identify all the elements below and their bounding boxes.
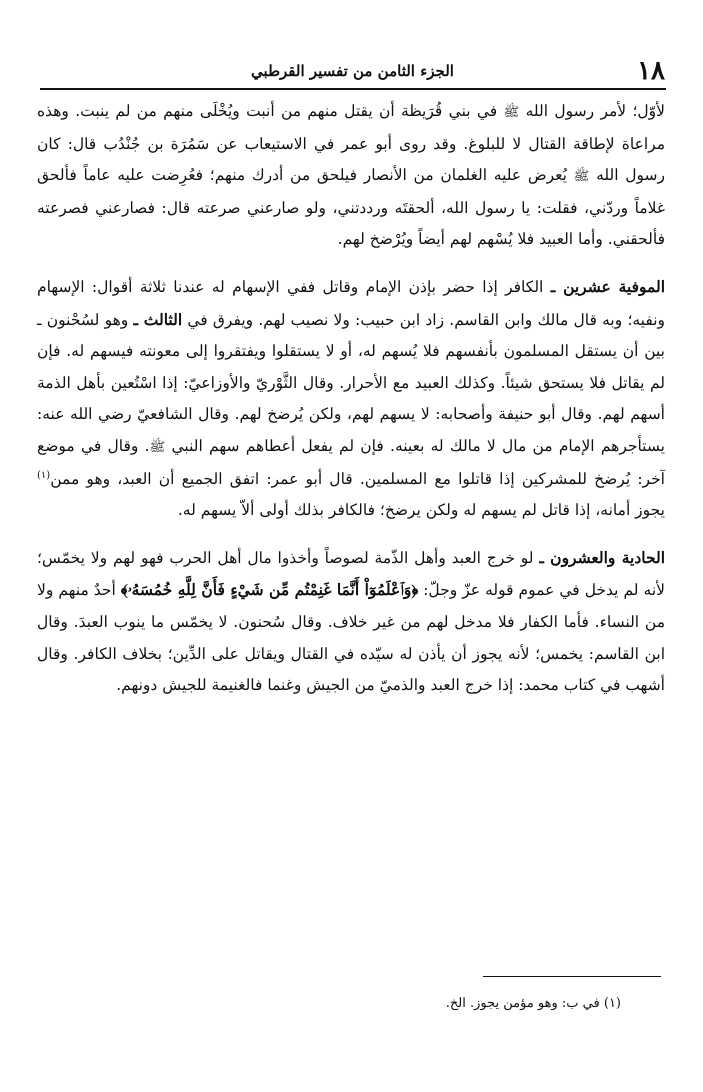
- salutation-symbol: ﷺ: [149, 439, 166, 455]
- paragraph-1-text-1: لأوّل؛ لأمر رسول الله: [519, 102, 665, 120]
- salutation-symbol: ﷺ: [503, 105, 520, 120]
- page-header: [40, 56, 665, 86]
- section-heading-20: الموفية عشرين ـ: [550, 276, 666, 296]
- section-heading-21: الحادية والعشرون ـ: [539, 547, 666, 567]
- paragraph-2: [37, 271, 665, 527]
- footnote-text: في ب: وهو مؤمن يجوز. الخ.: [445, 996, 600, 1011]
- paragraph-3-text-1: لو خرج العبد وأهل الذّمة لصوصاً وأخذوا مال أهل الحرب فهو لهم ولا يخمّس؛ لأنه لم يدخل في عموم قوله عزّ وجلّ:: [37, 548, 665, 600]
- header-rule: [40, 88, 666, 90]
- footnote-reference[interactable]: (١): [37, 469, 51, 481]
- body-text: [37, 96, 665, 702]
- paragraph-3-text-2: أحدٌ منهم ولا من النساء. فأما الكفار فلا مدخل لهم من غير خلاف. وقال سُحنون. لا يخمّس ما ينوب العبدَ. وقال ابن القاسم: يخمس؛ لأنه يجوز أن يأذن له سيّده في القتال ويقاتل على الدِّين؛ بخلاف الكافر. وقال أشهب في كتاب محمد: إذا خرج العبد والذميّ من الجيش وغنما فالغنيمة للجيش دونهم.: [37, 581, 665, 695]
- paragraph-2-text-2: وهو لسُحْنون ـ بين أن يستقل المسلمون بأنفسهم فلا يُسهم له، أو لا يستقلوا ويفتقروا إلى معونته فيسهم له. فإن لم يقاتل فلا يستحق شيئاً. وكذلك العبيد مع الأحرار. وقال الثَّوْريّ والأوزاعيّ: إذا اسْتُعين بأهل الذمة أسهم لهم. وقال أبو حنيفة وأصحابه: لا يسهم لهم، ولكن يُرضخ لهم. وقال الشافعيّ رضي الله عنه: يستأجرهم الإمام من مال لا مالك له بعينه. فإن لم يفعل أعطاهم سهم النبي: [37, 310, 665, 455]
- footnote: [446, 994, 621, 1014]
- paragraph-2-text-4: يجوز أمانه، إذا قاتل لم يسهم له ولكن يرضخ؛ فالكافر بذلك أولى ألاّ يسهم له.: [177, 501, 665, 520]
- paragraph-1-text-3: يُعرض عليه الغلمان من الأنصار فيلحق من أدرك منهم؛ فعُرِضت عليه عاماً فألحق غلاماً وردّني، فقلت: يا رسول الله، ألحقتَه ورددتني، ولو صارعني صرعته قال: فصارعني فصرعته فألحقني. وأما العبيد فلا يُسْهم لهم أيضاً ويُرْضخ لهم.: [37, 166, 665, 249]
- paragraph-1: [37, 96, 665, 256]
- running-title: الجزء الثامن من تفسير القرطبي: [251, 62, 454, 80]
- quran-verse: ﴿وَٱعْلَمُوٓاْ أَنَّمَا غَنِمْتُم مِّن شَيْءٍ فَأَنَّ لِلَّهِ خُمُسَهُۥ﴾: [120, 580, 419, 600]
- bold-term-third: الثالث ـ: [133, 309, 183, 329]
- page-number: ١٨: [637, 56, 665, 86]
- footnote-number: (١): [603, 996, 621, 1011]
- paragraph-1-text-2: في بني قُرَيظة أن يقتل منهم من أنبت ويُخْلَى منهم من لم ينبت. وهذه مراعاة لإطاقة القتال لا للبلوغ. وقد روى أبو عمر في الاستيعاب عن سَمُرَة بن جُنْدُب قال: كان رسول الله: [37, 102, 665, 185]
- salutation-symbol: ﷺ: [573, 169, 590, 185]
- paragraph-2-text-1: الكافر إذا حضر بإذن الإمام وقاتل ففي الإسهام له عندنا ثلاثة أقوال: الإسهام ونفيه؛ وبه قال مالك وابن القاسم. زاد ابن حبيب: ولا نصيب لهم. ويفرق في: [37, 277, 665, 329]
- paragraph-2-text-3: . وقال في موضع آخر: يُرضخ للمشركين إذا قاتلوا مع المسلمين. قال أبو عمر: اتفق الجميع أن العبد، وهو ممن: [37, 436, 665, 488]
- footnote-rule: [483, 976, 661, 977]
- paragraph-3: [37, 542, 665, 702]
